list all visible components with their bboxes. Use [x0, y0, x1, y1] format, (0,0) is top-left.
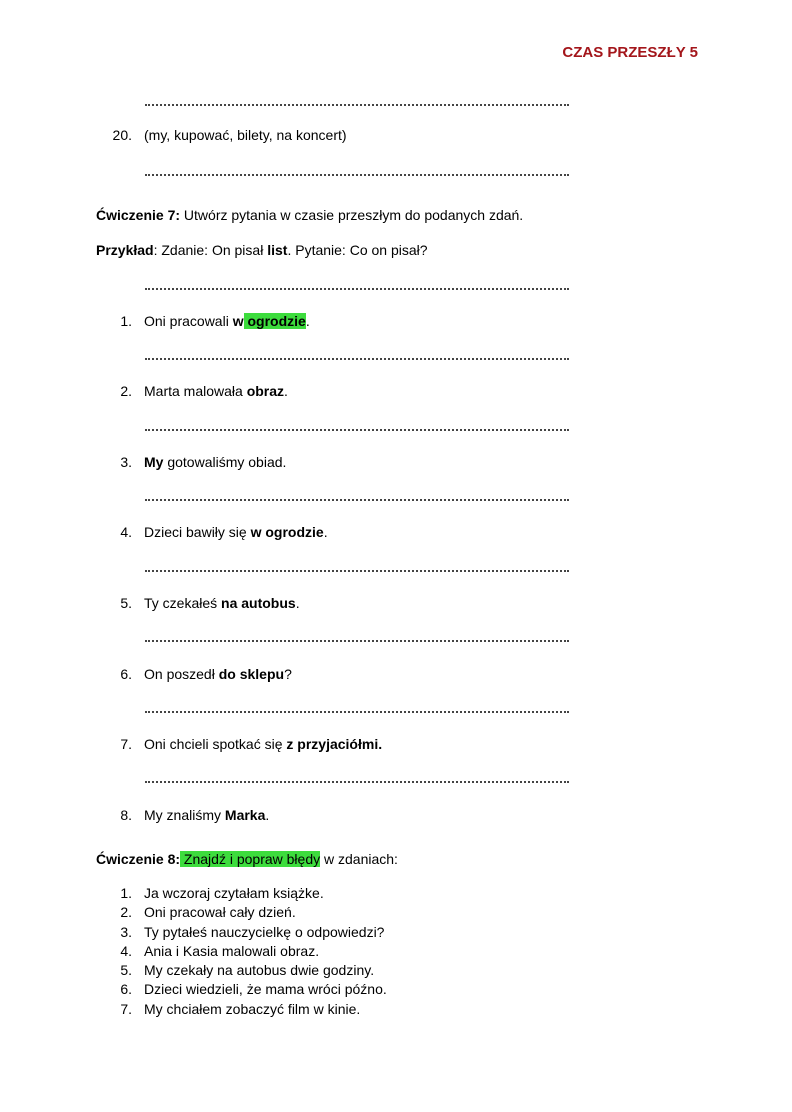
item-text: Ja wczoraj czytałam książke. — [144, 885, 324, 901]
item-text: Ania i Kasia malowali obraz. — [144, 942, 320, 959]
answer-line[interactable] — [145, 102, 569, 106]
item-text: . — [284, 383, 288, 399]
page-title: CZAS PRZESZŁY 5 — [562, 44, 698, 61]
item-number: 1. — [120, 885, 132, 901]
list-item — [96, 980, 387, 999]
item-bold: obraz — [246, 383, 285, 399]
item-text: My chciałem zobaczyć film w kinie. — [144, 1000, 361, 1017]
answer-line[interactable] — [145, 356, 569, 360]
item-number: 7. — [120, 736, 132, 752]
exercise-8-instruction — [96, 851, 398, 867]
item-text: Marta malowała — [144, 383, 247, 399]
item-number: 4. — [120, 524, 132, 540]
example-text: . Pytanie: Co on pisał? — [287, 242, 428, 258]
highlighted-text: ogrodzie — [243, 313, 306, 329]
exercise-8-text: w zdaniach: — [320, 851, 398, 867]
answer-line[interactable] — [145, 568, 569, 572]
item-text: Ty czekałeś — [144, 595, 222, 611]
item-text: Oni pracowali — [144, 313, 233, 329]
item-text: . — [305, 313, 310, 329]
item-number: 4. — [120, 942, 132, 959]
item-text: On poszedł — [144, 666, 219, 682]
item-text: Dzieci wiedzieli, że mama wróci późno. — [144, 981, 387, 998]
list-item — [96, 942, 320, 961]
exercise-7-example — [96, 242, 428, 258]
list-item — [96, 1000, 361, 1019]
item-text: . — [265, 807, 270, 823]
item-text: . — [295, 595, 300, 611]
example-label: Przykład — [96, 242, 154, 258]
example-bold: list — [267, 242, 288, 258]
item-bold: My — [144, 454, 164, 470]
item-number: 5. — [120, 595, 132, 611]
answer-line[interactable] — [145, 497, 569, 501]
exercise-7-label: Ćwiczenie 7: — [96, 207, 181, 223]
answer-line[interactable] — [145, 709, 569, 713]
exercise-7-item-1 — [144, 313, 310, 329]
item-text: My czekały na autobus dwie godziny. — [144, 962, 375, 979]
item-number: 6. — [120, 981, 132, 998]
exercise-7-item-8 — [144, 807, 269, 823]
list-item — [96, 923, 385, 942]
exercise-7-instruction — [96, 207, 523, 223]
item-text: Ty pytałeś nauczycielkę o odpowiedzi? — [144, 923, 385, 940]
item-bold: z przyjaciółmi. — [286, 736, 383, 752]
exercise-7-item-4 — [144, 524, 328, 540]
exercise-7-item-3 — [144, 454, 286, 470]
item-text: Dzieci bawiły się — [144, 524, 251, 540]
answer-line[interactable] — [145, 779, 569, 783]
highlighted-text: Znajdź i popraw błędy — [180, 851, 321, 867]
list-item — [96, 884, 324, 903]
exercise-8-label: Ćwiczenie 8: — [96, 851, 181, 867]
item-text: Oni chcieli spotkać się — [144, 736, 287, 752]
exercise-7-text: Utwórz pytania w czasie przeszłym do podanych zdań. — [180, 207, 524, 223]
item-number: 5. — [120, 962, 132, 979]
answer-line[interactable] — [145, 172, 569, 176]
item-number: 7. — [120, 1000, 132, 1017]
exercise-7-item-5 — [144, 595, 300, 611]
item-bold: w — [232, 313, 244, 329]
item-bold: w ogrodzie — [250, 524, 324, 540]
exercise-8-list — [96, 884, 387, 1019]
answer-line[interactable] — [145, 286, 569, 290]
item-text: . — [323, 524, 328, 540]
item-bold: Marka — [224, 807, 266, 823]
exercise-7-item-6 — [144, 666, 292, 682]
item-number: 6. — [120, 666, 132, 682]
item-text: (my, kupować, bilety, na koncert) — [144, 127, 347, 143]
exercise-7-item-7 — [144, 736, 382, 752]
item-number: 2. — [120, 383, 132, 399]
item-number: 20. — [112, 127, 132, 143]
item-text: Oni pracował cały dzień. — [144, 904, 296, 921]
item-number: 8. — [120, 807, 132, 823]
example-text: : Zdanie: On pisał — [153, 242, 268, 258]
item-number: 1. — [120, 313, 132, 329]
item-number: 2. — [120, 904, 132, 921]
item-number: 3. — [120, 923, 132, 940]
answer-line[interactable] — [145, 638, 569, 642]
item-text: My znaliśmy — [144, 807, 225, 823]
item-number: 3. — [120, 454, 132, 470]
list-item — [96, 903, 296, 922]
item-bold: do sklepu — [218, 666, 285, 682]
item-bold: na autobus — [221, 595, 296, 611]
exercise-7-item-2 — [144, 383, 288, 399]
list-item — [96, 961, 375, 980]
answer-line[interactable] — [145, 427, 569, 431]
item-text: gotowaliśmy obiad. — [163, 454, 287, 470]
item-text: ? — [284, 666, 292, 682]
